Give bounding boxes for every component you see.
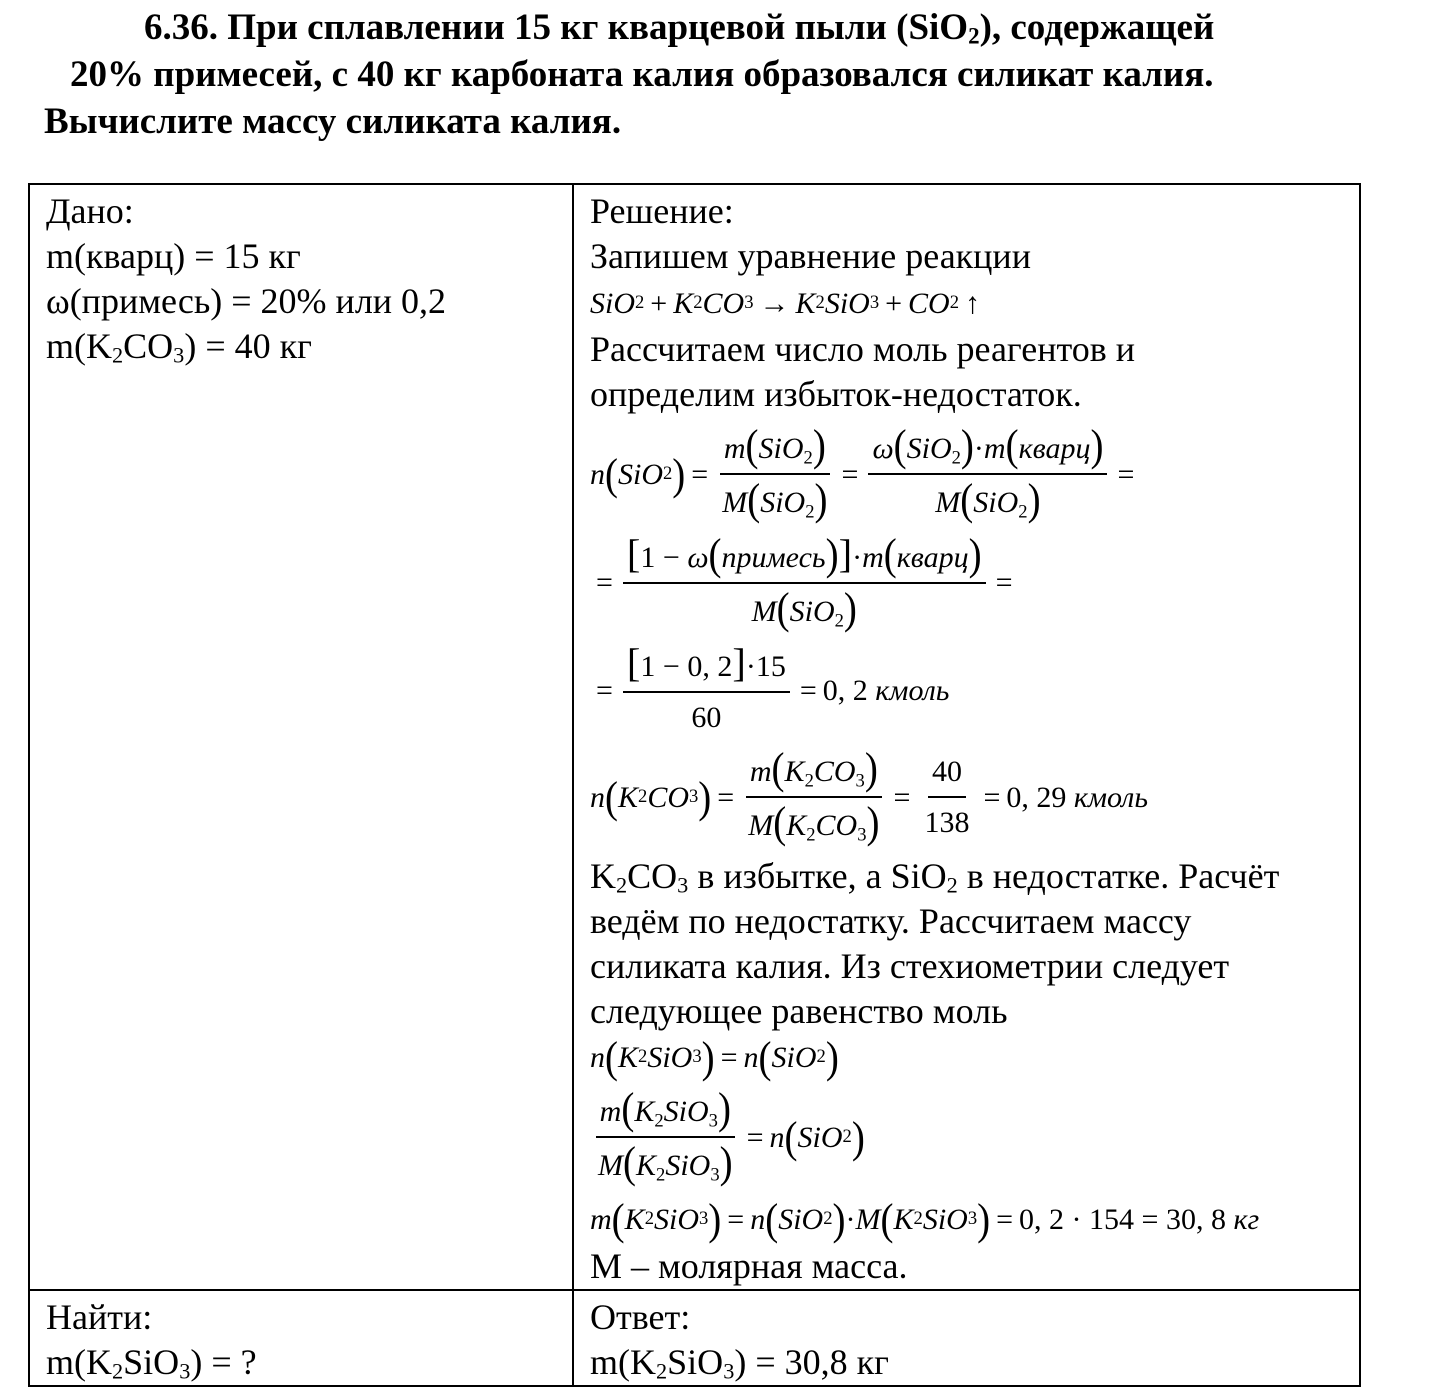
formula-n-sio2: n ( SiO 2 ) = $\frac{m(SiO_2)}{M(SiO_2)}$ = $\frac{\omega(SiO_2)\cdot m(кварц)}{M(SiO_2)}$ =: [590, 420, 1135, 525]
solution-table: [28, 183, 1361, 1387]
solution-cell: [573, 184, 1360, 1290]
given-cell: [29, 184, 573, 1290]
given-k2co3-mass: $m(K_2CO_3) = 40$ кг: [46, 326, 312, 368]
answer-cell: [573, 1290, 1360, 1386]
title-line-3: Вычислите массу силиката калия.: [44, 101, 622, 142]
solution-reaction-intro: Запишем уравнение реакции: [590, 236, 1031, 276]
problem-title: [44, 4, 1344, 145]
formula-mass-result: m ( K 2 SiO 3 ) = n ( SiO 2 ) · M ( K 2 SiO 3 ) = 0, 2 · 154 = 30, 8 кг: [590, 1194, 1260, 1244]
answer-value: $m(K_2SiO_3) = 30,8$ кг: [590, 1342, 889, 1384]
title-line-1: 6.36. При сплавлении 15 кг кварцевой пыли (SiO$_2$), содержащей: [144, 7, 1215, 49]
solution-excess-line-4: следующее равенство моль: [590, 991, 1008, 1031]
solution-header: Решение:: [590, 191, 734, 231]
solution-moles-intro-2: определим избыток-недостаток.: [590, 374, 1082, 414]
solution-excess-line-2: ведём по недостатку. Рассчитаем массу: [590, 901, 1192, 941]
title-line-2: 20% примесей, с 40 кг карбоната калия образовался силикат калия.: [70, 54, 1214, 95]
formula-mass-ratio: $\frac{m(K_2SiO_3)}{M(K_2SiO_3)}$ = n ( SiO 2 ): [590, 1086, 1347, 1188]
formula-mole-equality: n ( K 2 SiO 3 ) = n ( SiO 2 ): [590, 1032, 839, 1082]
solution-moles-intro-1: Рассчитаем число моль реагентов и: [590, 329, 1135, 369]
answer-header: Ответ:: [590, 1297, 691, 1337]
solution-excess-line-1: $K_2CO_3$ в избытке, а SiO$_2$ в недостатке. Расчёт: [590, 856, 1280, 898]
formula-n-k2co3: n ( K 2 CO 3 ) = $\frac{m(K_2CO_3)}{M(K_2CO_3)}$ = $\frac{40}{138}$ = 0, 29 кмоль: [590, 743, 1149, 848]
given-header: Дано:: [46, 191, 134, 231]
find-target: $m(K_2SiO_3)$ = ?: [46, 1342, 257, 1384]
solution-excess-line-3: силиката калия. Из стехиометрии следует: [590, 946, 1230, 986]
find-cell: [29, 1290, 573, 1386]
solution-molar-mass-note: M – молярная масса.: [590, 1246, 908, 1286]
formula-n-sio2-value: = $\frac{[1 - 0, 2]\cdot 15}{60}$ = 0, 2 кмоль: [596, 640, 950, 734]
given-impurity-fraction: ω(примесь) = 20% или 0,2: [46, 281, 447, 321]
given-quartz-mass: m(кварц) = 15 кг: [46, 236, 301, 276]
reaction-equation: SiO 2 + K 2 CO 3 → K 2 SiO 3 + CO 2 ↑: [590, 286, 981, 320]
find-header: Найти:: [46, 1297, 153, 1337]
formula-n-sio2-impurity: = $\frac{\text{[1 − ω(примесь)]·m(кварц)}}{M(SiO_2)}$ =: [596, 529, 1013, 634]
